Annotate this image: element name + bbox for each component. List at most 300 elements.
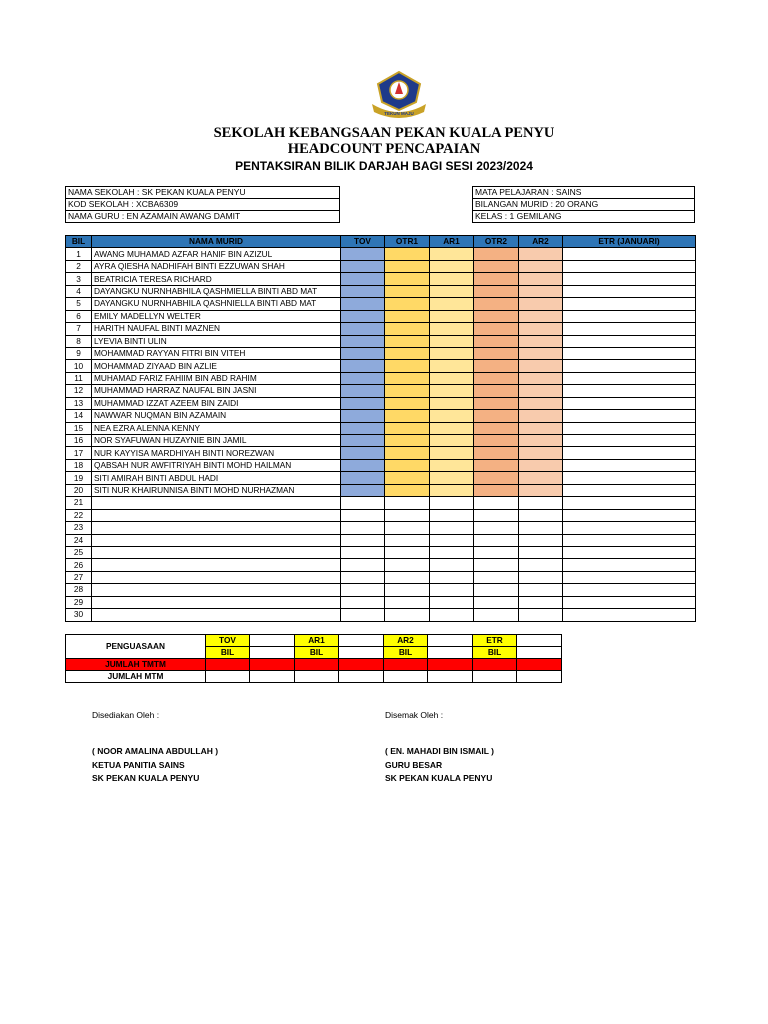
row-bil: 17 [66, 447, 92, 459]
left-signatory-role: KETUA PANITIA SAINS [92, 760, 185, 770]
row-ar1 [430, 385, 474, 397]
row-otr1 [385, 260, 430, 272]
row-ar2 [519, 273, 563, 285]
row-otr2 [474, 273, 519, 285]
row-ar2 [519, 397, 563, 409]
row-tov [341, 260, 385, 272]
table-row [66, 347, 696, 359]
table-row [66, 397, 696, 409]
row-etr [563, 584, 696, 596]
row-nama-murid: NUR KAYYISA MARDHIYAH BINTI NOREZWAN [92, 447, 341, 459]
row-bil: 7 [66, 323, 92, 335]
row-etr [563, 609, 696, 621]
col-bil: BIL [66, 236, 92, 248]
summary-table [65, 634, 562, 683]
row-nama-murid [92, 571, 341, 583]
row-ar1 [430, 459, 474, 471]
row-ar2 [519, 596, 563, 608]
row-nama-murid [92, 534, 341, 546]
row-bil: 12 [66, 385, 92, 397]
row-otr2 [474, 285, 519, 297]
row-otr1 [385, 360, 430, 372]
left-signatory-school: SK PEKAN KUALA PENYU [92, 773, 200, 783]
row-ar1 [430, 347, 474, 359]
row-nama-murid: LYEVIA BINTI ULIN [92, 335, 341, 347]
row-ar1 [430, 472, 474, 484]
col-ar1: AR1 [430, 236, 474, 248]
row-ar2 [519, 584, 563, 596]
row-otr1 [385, 559, 430, 571]
row-tov [341, 559, 385, 571]
row-nama-murid: EMILY MADELLYN WELTER [92, 310, 341, 322]
row-etr [563, 484, 696, 496]
table-row [66, 559, 696, 571]
row-ar1 [430, 509, 474, 521]
table-row [66, 285, 696, 297]
row-nama-murid: QABSAH NUR AWFITRIYAH BINTI MOHD HAILMAN [92, 459, 341, 471]
row-nama-murid [92, 522, 341, 534]
row-nama-murid: MUHAMMAD IZZAT AZEEM BIN ZAIDI [92, 397, 341, 409]
nama-sekolah: NAMA SEKOLAH : SK PEKAN KUALA PENYU [66, 187, 340, 199]
row-ar2 [519, 298, 563, 310]
row-tov [341, 522, 385, 534]
row-etr [563, 335, 696, 347]
row-tov [341, 248, 385, 260]
right-signatory-name: ( EN. MAHADI BIN ISMAIL ) [385, 746, 494, 756]
summary-bil-etr: BIL [473, 647, 517, 659]
logo-motto: TEKUN MAJU [384, 111, 414, 116]
row-etr [563, 397, 696, 409]
row-etr [563, 447, 696, 459]
kod-sekolah: KOD SEKOLAH : XCBA6309 [66, 199, 340, 211]
row-otr1 [385, 273, 430, 285]
row-etr [563, 596, 696, 608]
left-signatory-name: ( NOOR AMALINA ABDULLAH ) [92, 746, 219, 756]
row-etr [563, 360, 696, 372]
row-otr2 [474, 410, 519, 422]
row-ar2 [519, 347, 563, 359]
row-otr1 [385, 397, 430, 409]
row-ar1 [430, 273, 474, 285]
row-bil: 16 [66, 435, 92, 447]
table-row [66, 596, 696, 608]
col-nama-murid: NAMA MURID [92, 236, 341, 248]
summary-bil-ar1: BIL [295, 647, 339, 659]
row-tov [341, 385, 385, 397]
row-otr2 [474, 459, 519, 471]
row-ar1 [430, 497, 474, 509]
row-tov [341, 310, 385, 322]
disemak-label: Disemak Oleh : [385, 710, 444, 720]
col-otr1: OTR1 [385, 236, 430, 248]
row-ar1 [430, 484, 474, 496]
row-ar2 [519, 435, 563, 447]
row-tov [341, 372, 385, 384]
row-ar2 [519, 509, 563, 521]
row-bil: 20 [66, 484, 92, 496]
school-title: SEKOLAH KEBANGSAAN PEKAN KUALA PENYU [213, 125, 555, 141]
mata-pelajaran: MATA PELAJARAN : SAINS [473, 187, 695, 199]
row-bil: 13 [66, 397, 92, 409]
row-otr1 [385, 609, 430, 621]
row-etr [563, 372, 696, 384]
row-etr [563, 248, 696, 260]
row-bil: 24 [66, 534, 92, 546]
row-otr2 [474, 260, 519, 272]
row-etr [563, 509, 696, 521]
row-bil: 5 [66, 298, 92, 310]
row-etr [563, 534, 696, 546]
row-ar1 [430, 522, 474, 534]
row-etr [563, 422, 696, 434]
row-tov [341, 546, 385, 558]
row-ar2 [519, 410, 563, 422]
info-right-box [472, 186, 695, 223]
row-tov [341, 497, 385, 509]
summary-bil-ar2: BIL [384, 647, 428, 659]
row-bil: 4 [66, 285, 92, 297]
table-row [66, 534, 696, 546]
row-otr1 [385, 534, 430, 546]
row-otr1 [385, 310, 430, 322]
row-otr1 [385, 323, 430, 335]
row-ar1 [430, 335, 474, 347]
row-tov [341, 534, 385, 546]
row-bil: 27 [66, 571, 92, 583]
table-row [66, 260, 696, 272]
row-tov [341, 360, 385, 372]
row-ar2 [519, 546, 563, 558]
col-etr: ETR (JANUARI) [563, 236, 696, 248]
row-tov [341, 422, 385, 434]
row-nama-murid [92, 596, 341, 608]
row-bil: 25 [66, 546, 92, 558]
table-row [66, 360, 696, 372]
right-signatory-school: SK PEKAN KUALA PENYU [385, 773, 493, 783]
row-otr1 [385, 596, 430, 608]
row-ar1 [430, 584, 474, 596]
document-title: HEADCOUNT PENCAPAIAN [287, 141, 481, 157]
row-etr [563, 559, 696, 571]
row-etr [563, 273, 696, 285]
row-ar2 [519, 447, 563, 459]
summary-ar1-label: AR1 [295, 635, 339, 647]
row-nama-murid: MUHAMMAD HARRAZ NAUFAL BIN JASNI [92, 385, 341, 397]
row-ar1 [430, 323, 474, 335]
row-etr [563, 385, 696, 397]
row-otr2 [474, 559, 519, 571]
row-bil: 18 [66, 459, 92, 471]
row-ar2 [519, 372, 563, 384]
row-nama-murid: NOR SYAFUWAN HUZAYNIE BIN JAMIL [92, 435, 341, 447]
table-row [66, 522, 696, 534]
table-row [66, 584, 696, 596]
row-tov [341, 571, 385, 583]
row-etr [563, 410, 696, 422]
table-row [66, 422, 696, 434]
row-bil: 21 [66, 497, 92, 509]
row-etr [563, 435, 696, 447]
row-ar1 [430, 559, 474, 571]
col-tov: TOV [341, 236, 385, 248]
row-nama-murid: SITI NUR KHAIRUNNISA BINTI MOHD NURHAZMAN [92, 484, 341, 496]
row-nama-murid: BEATRICIA TERESA RICHARD [92, 273, 341, 285]
row-otr2 [474, 534, 519, 546]
row-otr2 [474, 335, 519, 347]
row-otr2 [474, 347, 519, 359]
nama-guru: NAMA GURU : EN AZAMAIN AWANG DAMIT [66, 211, 340, 223]
row-nama-murid: MOHAMMAD RAYYAN FITRI BIN VITEH [92, 347, 341, 359]
row-otr2 [474, 571, 519, 583]
row-tov [341, 596, 385, 608]
row-tov [341, 609, 385, 621]
info-left-box [65, 186, 340, 223]
row-tov [341, 509, 385, 521]
row-bil: 1 [66, 248, 92, 260]
row-otr1 [385, 410, 430, 422]
row-bil: 30 [66, 609, 92, 621]
row-ar2 [519, 472, 563, 484]
row-ar1 [430, 310, 474, 322]
row-bil: 10 [66, 360, 92, 372]
row-tov [341, 447, 385, 459]
row-etr [563, 497, 696, 509]
row-otr1 [385, 385, 430, 397]
row-nama-murid [92, 509, 341, 521]
row-otr2 [474, 596, 519, 608]
table-row [66, 410, 696, 422]
row-nama-murid: SITI AMIRAH BINTI ABDUL HADI [92, 472, 341, 484]
row-otr2 [474, 397, 519, 409]
table-row [66, 546, 696, 558]
table-row [66, 497, 696, 509]
row-otr1 [385, 285, 430, 297]
table-row [66, 472, 696, 484]
row-ar1 [430, 285, 474, 297]
row-nama-murid: DAYANGKU NURNHABHILA QASHNIELLA BINTI ABD MAT [92, 298, 341, 310]
row-ar1 [430, 422, 474, 434]
row-otr1 [385, 546, 430, 558]
row-ar2 [519, 559, 563, 571]
table-row [66, 385, 696, 397]
row-nama-murid [92, 497, 341, 509]
row-ar2 [519, 609, 563, 621]
row-ar2 [519, 522, 563, 534]
row-bil: 9 [66, 347, 92, 359]
row-etr [563, 260, 696, 272]
row-otr2 [474, 546, 519, 558]
row-nama-murid: AWANG MUHAMAD AZFAR HANIF BIN AZIZUL [92, 248, 341, 260]
penguasaan-label: PENGUASAAN [66, 635, 206, 659]
row-otr1 [385, 472, 430, 484]
row-tov [341, 459, 385, 471]
table-row [66, 509, 696, 521]
row-nama-murid [92, 546, 341, 558]
row-otr2 [474, 609, 519, 621]
row-otr1 [385, 422, 430, 434]
row-otr2 [474, 310, 519, 322]
row-ar1 [430, 609, 474, 621]
row-otr1 [385, 509, 430, 521]
row-bil: 11 [66, 372, 92, 384]
row-bil: 14 [66, 410, 92, 422]
table-row [66, 298, 696, 310]
row-otr2 [474, 447, 519, 459]
row-otr2 [474, 584, 519, 596]
row-ar2 [519, 335, 563, 347]
table-row [66, 273, 696, 285]
row-ar2 [519, 248, 563, 260]
row-ar2 [519, 323, 563, 335]
row-otr2 [474, 372, 519, 384]
row-otr2 [474, 422, 519, 434]
row-etr [563, 472, 696, 484]
row-tov [341, 584, 385, 596]
student-table [65, 235, 696, 622]
row-etr [563, 459, 696, 471]
table-row [66, 609, 696, 621]
row-otr1 [385, 571, 430, 583]
row-ar1 [430, 260, 474, 272]
row-tov [341, 347, 385, 359]
summary-bil-tov: BIL [206, 647, 250, 659]
row-nama-murid: MOHAMMAD ZIYAAD BIN AZLIE [92, 360, 341, 372]
summary-tov-label: TOV [206, 635, 250, 647]
col-ar2: AR2 [519, 236, 563, 248]
row-ar2 [519, 459, 563, 471]
row-nama-murid: MUHAMAD FARIZ FAHIIM BIN ABD RAHIM [92, 372, 341, 384]
row-otr2 [474, 248, 519, 260]
table-row [66, 447, 696, 459]
row-ar1 [430, 360, 474, 372]
row-ar2 [519, 360, 563, 372]
row-ar1 [430, 298, 474, 310]
row-otr1 [385, 459, 430, 471]
row-otr1 [385, 347, 430, 359]
row-tov [341, 435, 385, 447]
table-row [66, 484, 696, 496]
row-ar1 [430, 435, 474, 447]
row-ar2 [519, 260, 563, 272]
row-tov [341, 285, 385, 297]
row-etr [563, 546, 696, 558]
summary-ar2-label: AR2 [384, 635, 428, 647]
row-bil: 26 [66, 559, 92, 571]
row-ar1 [430, 397, 474, 409]
row-nama-murid [92, 609, 341, 621]
row-otr2 [474, 472, 519, 484]
row-ar1 [430, 372, 474, 384]
row-etr [563, 522, 696, 534]
row-ar1 [430, 546, 474, 558]
document-subtitle: PENTAKSIRAN BILIK DARJAH BAGI SESI 2023/2024 [235, 159, 533, 173]
row-ar2 [519, 422, 563, 434]
row-etr [563, 285, 696, 297]
table-row [66, 323, 696, 335]
row-otr2 [474, 497, 519, 509]
row-ar1 [430, 410, 474, 422]
school-logo [370, 70, 428, 120]
row-nama-murid: AYRA QIESHA NADHIFAH BINTI EZZUWAN SHAH [92, 260, 341, 272]
col-otr2: OTR2 [474, 236, 519, 248]
row-otr2 [474, 323, 519, 335]
row-bil: 2 [66, 260, 92, 272]
row-otr2 [474, 385, 519, 397]
row-ar2 [519, 571, 563, 583]
summary-etr-label: ETR [473, 635, 517, 647]
row-otr1 [385, 447, 430, 459]
row-otr2 [474, 484, 519, 496]
row-bil: 29 [66, 596, 92, 608]
row-otr1 [385, 584, 430, 596]
row-otr2 [474, 509, 519, 521]
right-signatory-role: GURU BESAR [385, 760, 443, 770]
table-header-row [66, 236, 696, 248]
row-ar2 [519, 484, 563, 496]
row-bil: 22 [66, 509, 92, 521]
row-ar1 [430, 596, 474, 608]
row-ar2 [519, 285, 563, 297]
row-etr [563, 347, 696, 359]
row-etr [563, 323, 696, 335]
table-row [66, 248, 696, 260]
row-nama-murid [92, 584, 341, 596]
row-bil: 15 [66, 422, 92, 434]
disediakan-label: Disediakan Oleh : [92, 710, 160, 720]
row-ar2 [519, 310, 563, 322]
row-bil: 28 [66, 584, 92, 596]
row-nama-murid: DAYANGKU NURNHABHILA QASHMIELLA BINTI ABD MAT [92, 285, 341, 297]
row-ar2 [519, 497, 563, 509]
row-nama-murid: NEA EZRA ALENNA KENNY [92, 422, 341, 434]
row-otr1 [385, 484, 430, 496]
jumlah-tmtm-row [66, 659, 562, 671]
row-bil: 8 [66, 335, 92, 347]
row-bil: 6 [66, 310, 92, 322]
table-row [66, 372, 696, 384]
row-tov [341, 484, 385, 496]
row-bil: 19 [66, 472, 92, 484]
row-etr [563, 298, 696, 310]
row-ar1 [430, 447, 474, 459]
row-otr2 [474, 298, 519, 310]
row-nama-murid [92, 559, 341, 571]
row-otr1 [385, 335, 430, 347]
row-tov [341, 397, 385, 409]
row-ar2 [519, 385, 563, 397]
kelas: KELAS : 1 GEMILANG [473, 211, 695, 223]
row-tov [341, 273, 385, 285]
row-otr2 [474, 522, 519, 534]
row-otr2 [474, 360, 519, 372]
row-otr1 [385, 298, 430, 310]
row-nama-murid: HARITH NAUFAL BINTI MAZNEN [92, 323, 341, 335]
jumlah-tmtm-label: JUMLAH TMTM [66, 659, 206, 671]
row-bil: 23 [66, 522, 92, 534]
row-otr1 [385, 435, 430, 447]
jumlah-mtm-row [66, 671, 562, 683]
jumlah-mtm-label: JUMLAH MTM [66, 671, 206, 683]
table-row [66, 335, 696, 347]
bilangan-murid: BILANGAN MURID : 20 ORANG [473, 199, 695, 211]
table-row [66, 571, 696, 583]
row-tov [341, 335, 385, 347]
row-otr1 [385, 497, 430, 509]
row-otr1 [385, 522, 430, 534]
row-bil: 3 [66, 273, 92, 285]
row-ar1 [430, 534, 474, 546]
row-ar1 [430, 571, 474, 583]
